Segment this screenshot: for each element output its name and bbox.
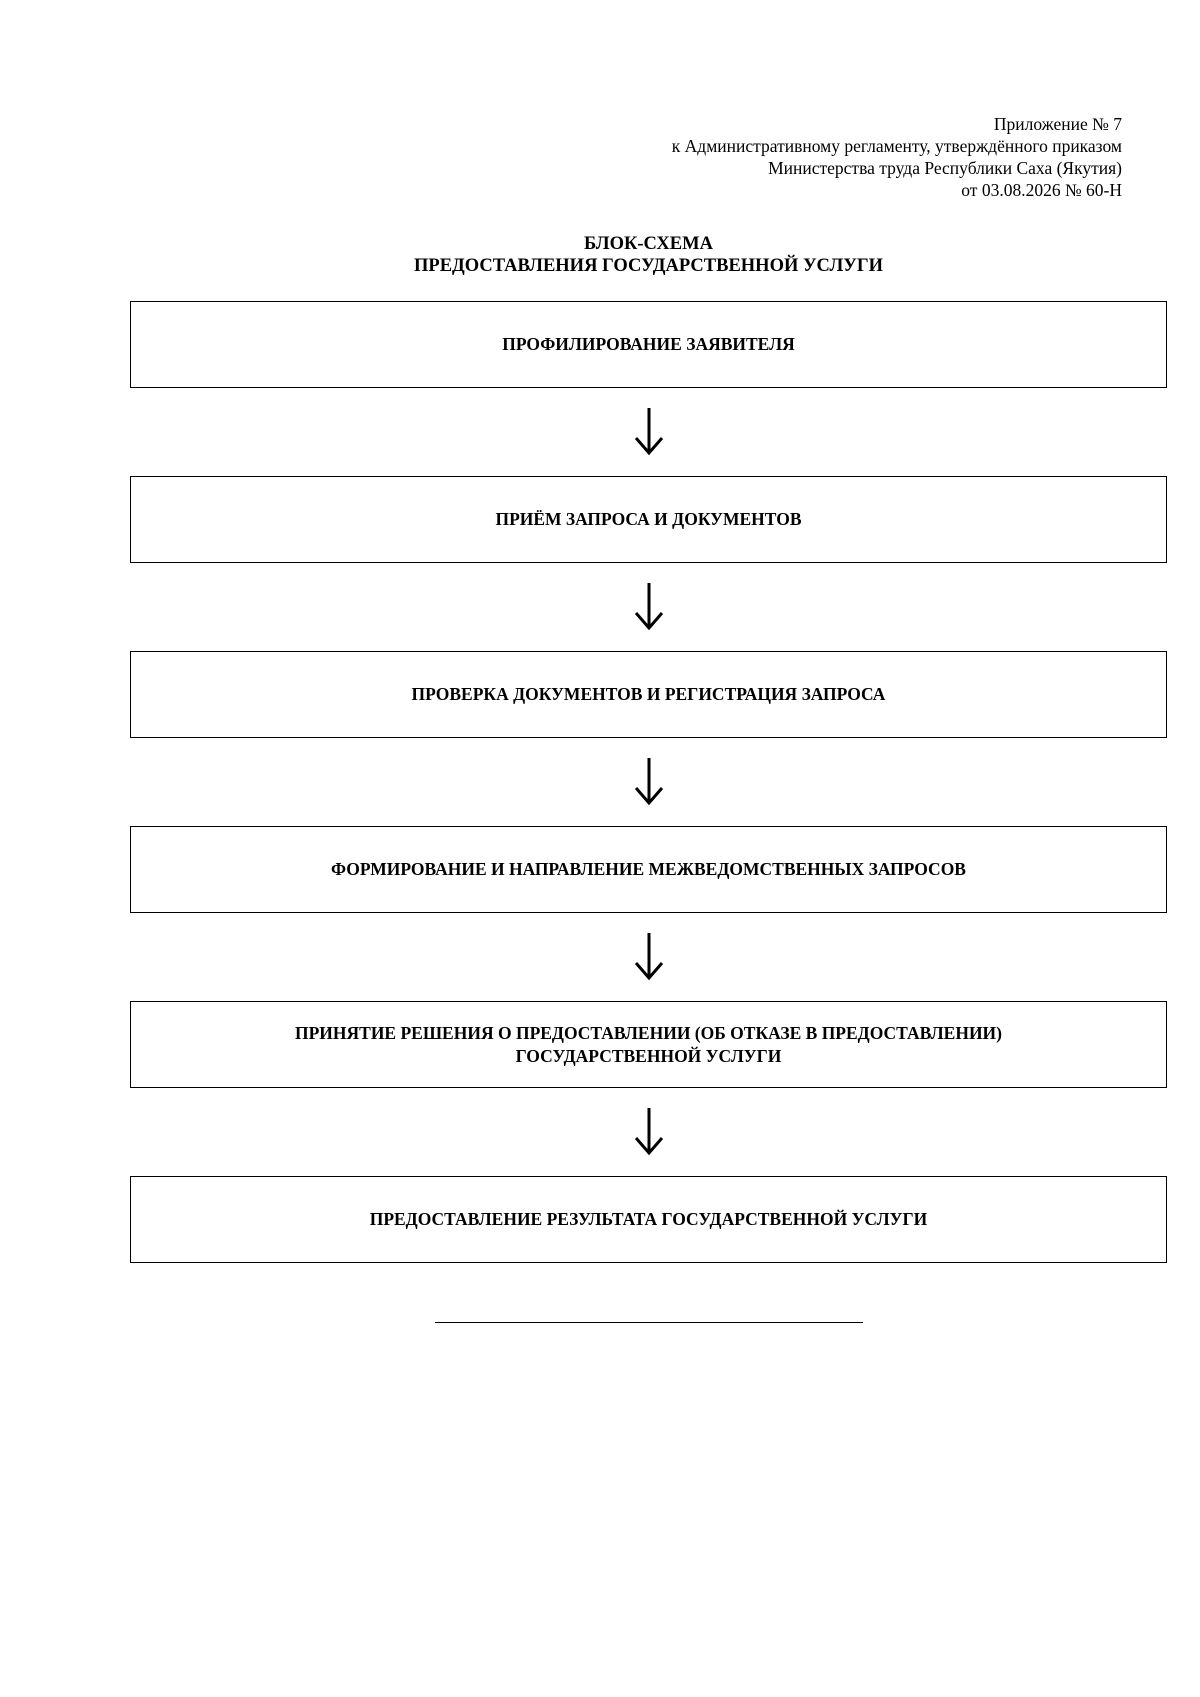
flow-step-label: ПРИЁМ ЗАПРОСА И ДОКУМЕНТОВ — [495, 509, 802, 529]
flow-step-label: ПРЕДОСТАВЛЕНИЕ РЕЗУЛЬТАТА ГОСУДАРСТВЕННОЙ УСЛУГИ — [369, 1209, 928, 1229]
arrow-down-icon — [632, 931, 666, 981]
flow-step-decision — [130, 1001, 1167, 1088]
flow-step-interagency — [130, 826, 1167, 913]
arrow-down-icon — [632, 756, 666, 806]
flow-connector — [130, 563, 1167, 651]
document-title — [130, 233, 1167, 277]
document-title-line-1: БЛОК-СХЕМА — [584, 234, 713, 254]
document-title-line-2: ПРЕДОСТАВЛЕНИЯ ГОСУДАРСТВЕННОЙ УСЛУГИ — [414, 256, 883, 276]
flow-step-label: ПРОФИЛИРОВАНИЕ ЗАЯВИТЕЛЯ — [502, 334, 795, 354]
flow-step-result — [130, 1176, 1167, 1263]
flow-step-label: ПРИНЯТИЕ РЕШЕНИЯ О ПРЕДОСТАВЛЕНИИ (ОБ ОТКАЗЕ В ПРЕДОСТАВЛЕНИИ) ГОСУДАРСТВЕННОЙ УСЛУГИ — [294, 1022, 1002, 1066]
flow-step-label: ФОРМИРОВАНИЕ И НАПРАВЛЕНИЕ МЕЖВЕДОМСТВЕННЫХ ЗАПРОСОВ — [331, 859, 966, 879]
arrow-down-icon — [632, 581, 666, 631]
flow-connector — [130, 913, 1167, 1001]
appendix-ministry: Министерства труда Республики Саха (Якутия) — [768, 158, 1122, 178]
flowchart — [130, 301, 1167, 1263]
flow-connector — [130, 738, 1167, 826]
flow-step-label: ПРОВЕРКА ДОКУМЕНТОВ И РЕГИСТРАЦИЯ ЗАПРОСА — [411, 684, 886, 704]
appendix-header — [482, 113, 1122, 201]
appendix-number: Приложение № 7 — [993, 114, 1122, 134]
flow-step-profiling — [130, 301, 1167, 388]
appendix-regulation-ref: к Административному регламенту, утверждённого приказом — [671, 136, 1122, 156]
flow-connector — [130, 388, 1167, 476]
flow-connector — [130, 1088, 1167, 1176]
appendix-order-date: от 03.08.2026 № 60-Н — [961, 180, 1122, 200]
arrow-down-icon — [632, 1106, 666, 1156]
flow-step-intake — [130, 476, 1167, 563]
flow-step-verification — [130, 651, 1167, 738]
arrow-down-icon — [632, 406, 666, 456]
closing-rule — [435, 1322, 863, 1323]
